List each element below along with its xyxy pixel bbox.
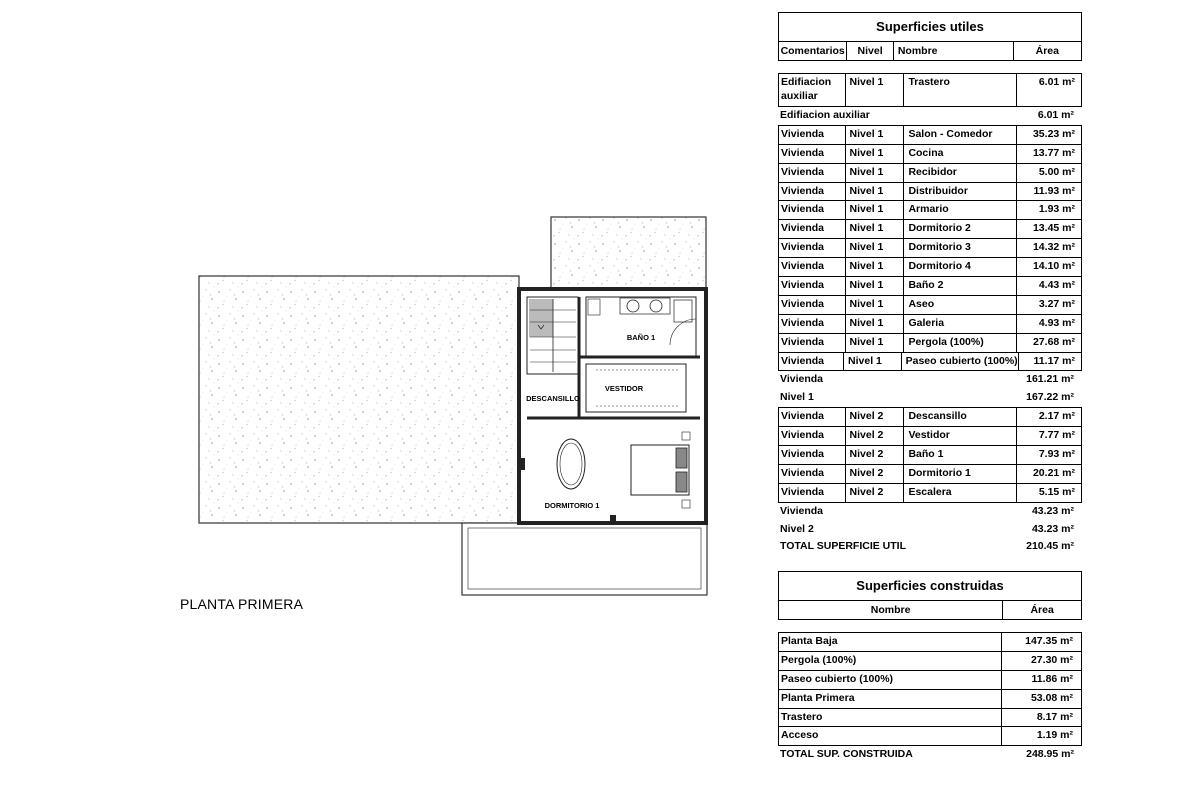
summary-row <box>778 503 1082 521</box>
cell-nombre: Planta Primera <box>779 690 1002 708</box>
table-row <box>778 73 1082 107</box>
table-row <box>778 334 1082 353</box>
summary-area: 248.95 m² <box>1026 748 1074 761</box>
cell-nombre: Galeria <box>904 315 1017 333</box>
summary-label: TOTAL SUP. CONSTRUIDA <box>780 748 913 761</box>
cell-area: 2.17 m² <box>1038 410 1075 423</box>
summary-row <box>778 389 1082 407</box>
cell-nivel: Nivel 1 <box>846 201 905 219</box>
utiles-title: Superficies utiles <box>778 12 1082 42</box>
cell-nivel: Nivel 1 <box>846 164 905 182</box>
cell-comentario: Vivienda <box>779 277 846 295</box>
table-row <box>778 727 1082 746</box>
construidas-header <box>778 601 1082 620</box>
cell-area: 4.93 m² <box>1038 316 1075 329</box>
table-row <box>778 183 1082 202</box>
cell-comentario: Vivienda <box>779 126 846 144</box>
utiles-rows <box>778 73 1082 556</box>
cell-comentario: Vivienda <box>779 484 846 502</box>
table-row <box>778 277 1082 296</box>
cell-nombre: Dormitorio 3 <box>904 239 1017 257</box>
cell-comentario: Vivienda <box>779 258 846 276</box>
cell-area: 13.77 m² <box>1032 146 1075 159</box>
terrace-top <box>551 217 706 289</box>
header-comentarios: Comentarios <box>779 42 847 60</box>
cell-nombre: Dormitorio 1 <box>904 465 1017 483</box>
header-nombre: Nombre <box>894 42 1014 60</box>
cell-nombre: Salon - Comedor <box>904 126 1017 144</box>
cell-comentario: Vivienda <box>779 427 846 445</box>
cell-nivel: Nivel 2 <box>846 484 905 502</box>
cell-nombre: Descansillo <box>904 408 1017 426</box>
cell-comentario: Vivienda <box>779 408 846 426</box>
cell-nombre: Pergola (100%) <box>779 652 1002 670</box>
table-row <box>778 353 1082 372</box>
cell-comentario: Vivienda <box>779 201 846 219</box>
table-row <box>778 407 1082 427</box>
cell-nombre: Escalera <box>904 484 1017 502</box>
cell-nombre: Armario <box>904 201 1017 219</box>
cell-area: 13.45 m² <box>1032 222 1075 235</box>
utiles-table <box>778 12 1082 556</box>
summary-row <box>778 746 1082 764</box>
summary-area: 167.22 m² <box>1026 391 1074 404</box>
header-area: Área <box>1035 45 1059 57</box>
cell-nombre: Cocina <box>904 145 1017 163</box>
table-row <box>778 201 1082 220</box>
table-row <box>778 671 1082 690</box>
room-label-dormitorio: DORMITORIO 1 <box>544 501 600 510</box>
table-row <box>778 446 1082 465</box>
cell-area: 4.43 m² <box>1038 279 1075 292</box>
cell-nombre: Vestidor <box>904 427 1017 445</box>
cell-comentario: Vivienda <box>779 465 846 483</box>
cell-area: 53.08 m² <box>1030 691 1073 704</box>
cell-nivel: Nivel 1 <box>846 277 905 295</box>
cell-nivel: Nivel 1 <box>846 315 905 333</box>
summary-label: Nivel 1 <box>780 391 814 404</box>
cell-area: 20.21 m² <box>1032 466 1075 479</box>
cell-nombre: Dormitorio 2 <box>904 220 1017 238</box>
cell-nivel: Nivel 2 <box>846 446 905 464</box>
header-nombre-c: Nombre <box>779 601 1003 619</box>
cell-area: 6.01 m² <box>1038 76 1075 88</box>
cell-comentario: Vivienda <box>779 315 846 333</box>
cell-area: 7.93 m² <box>1038 448 1075 461</box>
cell-area: 5.15 m² <box>1038 485 1075 498</box>
summary-area: 210.45 m² <box>1026 540 1074 553</box>
table-row <box>778 258 1082 277</box>
plan-title: PLANTA PRIMERA <box>180 596 304 612</box>
cell-nivel: Nivel 1 <box>846 126 905 144</box>
table-row <box>778 239 1082 258</box>
table-row <box>778 690 1082 709</box>
table-row <box>778 125 1082 145</box>
cell-nivel: Nivel 1 <box>846 145 905 163</box>
cell-nombre: Aseo <box>904 296 1017 314</box>
cell-nombre: Dormitorio 4 <box>904 258 1017 276</box>
cell-area: 11.17 m² <box>1033 354 1075 367</box>
cell-nombre: Trastero <box>904 74 1017 106</box>
header-area-c: Área <box>1030 604 1054 616</box>
table-row <box>778 296 1082 315</box>
cell-area: 8.17 m² <box>1036 710 1073 723</box>
room-label-vestidor: VESTIDOR <box>604 384 644 393</box>
cell-nombre: Pergola (100%) <box>904 334 1017 352</box>
table-row <box>778 427 1082 446</box>
construidas-table <box>778 571 1082 764</box>
cell-nivel: Nivel 2 <box>846 408 905 426</box>
cell-area: 14.10 m² <box>1032 260 1075 273</box>
construidas-rows <box>778 632 1082 764</box>
cell-area: 147.35 m² <box>1025 635 1073 647</box>
table-row <box>778 709 1082 728</box>
cell-nombre: Paseo cubierto (100%) <box>902 353 1019 371</box>
cell-area: 1.19 m² <box>1036 729 1073 742</box>
cell-comentario: Vivienda <box>779 296 846 314</box>
cell-nombre: Paseo cubierto (100%) <box>779 671 1002 689</box>
table-row <box>778 164 1082 183</box>
table-row <box>778 484 1082 503</box>
summary-label: TOTAL SUPERFICIE UTIL <box>780 540 907 553</box>
summary-label: Edifiacion auxiliar <box>780 109 870 121</box>
cell-area: 1.93 m² <box>1038 203 1075 216</box>
header-nivel: Nivel <box>847 42 894 60</box>
cell-nombre: Trastero <box>779 709 1002 727</box>
cell-nivel: Nivel 1 <box>846 74 905 106</box>
terrace-left <box>199 276 519 523</box>
summary-area: 6.01 m² <box>1037 109 1074 121</box>
cell-nombre: Baño 2 <box>904 277 1017 295</box>
cell-comentario: Vivienda <box>779 145 846 163</box>
utiles-header <box>778 42 1082 61</box>
table-row <box>778 652 1082 671</box>
summary-row <box>778 521 1082 539</box>
cell-nivel: Nivel 1 <box>846 258 905 276</box>
room-label-bano: BAÑO 1 <box>626 333 656 342</box>
cell-comentario: Vivienda <box>779 446 846 464</box>
cell-comentario: Vivienda <box>779 164 846 182</box>
table-row <box>778 315 1082 334</box>
cell-nivel: Nivel 2 <box>846 465 905 483</box>
cell-nivel: Nivel 1 <box>846 334 905 352</box>
cell-nombre: Planta Baja <box>779 633 1002 651</box>
cell-nivel: Nivel 1 <box>846 296 905 314</box>
summary-area: 43.23 m² <box>1031 504 1074 517</box>
cell-area: 27.30 m² <box>1030 653 1073 666</box>
summary-row <box>778 107 1082 125</box>
summary-row <box>778 538 1082 556</box>
room-label-descansillo: DESCANSILLO <box>526 394 580 403</box>
summary-row <box>778 371 1082 389</box>
cell-comentario: Vivienda <box>779 353 844 371</box>
cell-comentario: Vivienda <box>779 239 846 257</box>
cell-area: 3.27 m² <box>1038 297 1075 310</box>
summary-label: Vivienda <box>780 504 823 517</box>
cell-area: 27.68 m² <box>1032 335 1075 348</box>
cell-nivel: Nivel 2 <box>846 427 905 445</box>
summary-area: 161.21 m² <box>1026 373 1074 386</box>
cell-nivel: Nivel 1 <box>846 183 905 201</box>
cell-area: 35.23 m² <box>1032 127 1075 140</box>
cell-nombre: Recibidor <box>904 164 1017 182</box>
table-row <box>778 220 1082 239</box>
cell-nivel: Nivel 1 <box>846 239 905 257</box>
cell-area: 14.32 m² <box>1032 241 1075 254</box>
cell-area: 5.00 m² <box>1038 165 1075 178</box>
cell-nombre: Baño 1 <box>904 446 1017 464</box>
cell-comentario: Vivienda <box>779 334 846 352</box>
cell-comentario: Edifiacion auxiliar <box>779 74 846 106</box>
cell-nivel: Nivel 1 <box>844 353 902 371</box>
house-walls <box>519 289 706 523</box>
summary-label: Nivel 2 <box>780 522 814 535</box>
summary-label: Vivienda <box>780 373 823 386</box>
cell-nivel: Nivel 1 <box>846 220 905 238</box>
cell-nombre: Distribuidor <box>904 183 1017 201</box>
construidas-title: Superficies construidas <box>778 571 1082 601</box>
cell-area: 7.77 m² <box>1038 429 1075 442</box>
summary-area: 43.23 m² <box>1031 522 1074 535</box>
table-row <box>778 465 1082 484</box>
cell-comentario: Vivienda <box>779 183 846 201</box>
table-row <box>778 145 1082 164</box>
pergola <box>462 523 707 595</box>
cell-area: 11.86 m² <box>1031 672 1073 685</box>
cell-comentario: Vivienda <box>779 220 846 238</box>
cell-area: 11.93 m² <box>1033 184 1075 197</box>
table-row <box>778 632 1082 652</box>
cell-nombre: Acceso <box>779 727 1002 745</box>
